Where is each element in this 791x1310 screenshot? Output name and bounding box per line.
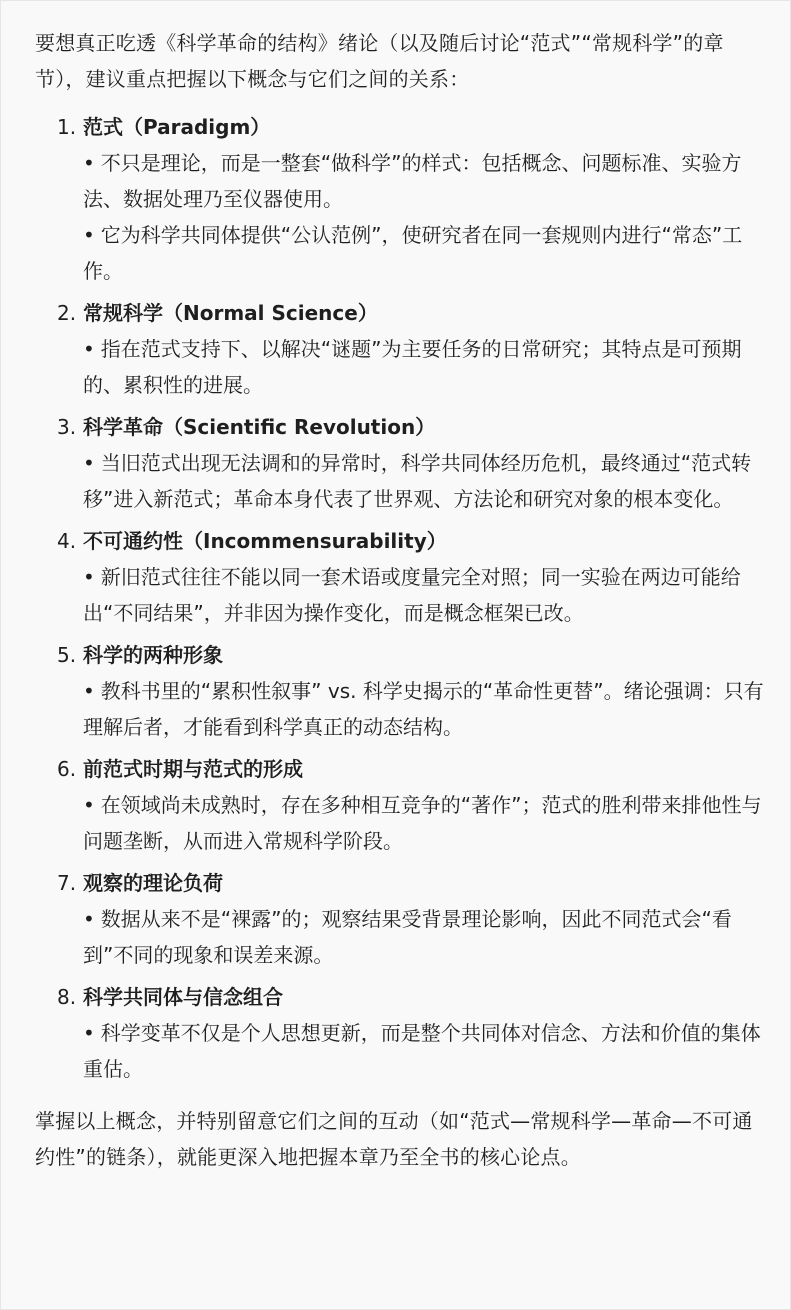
concept-bullet: • 它为科学共同体提供“公认范例”，使研究者在同一套规则内进行“常态”工作。 [83,217,765,289]
list-number: 1. [57,115,77,139]
concept-bullet: • 不只是理论，而是一整套“做科学”的样式：包括概念、问题标准、实验方法、数据处理乃至仪器使用。 [83,145,765,217]
list-item [35,295,765,403]
concept-bullet: • 新旧范式往往不能以同一套术语或度量完全对照；同一实验在两边可能给出“不同结果”，并非因为操作变化，而是概念框架已改。 [83,559,765,631]
concept-bullet: • 指在范式支持下、以解决“谜题”为主要任务的日常研究；其特点是可预期的、累积性的进展。 [83,331,765,403]
concept-title: 常规科学（Normal Science） [83,301,378,325]
concept-title: 观察的理论负荷 [83,871,223,895]
list-item [35,751,765,859]
list-number: 3. [57,415,77,439]
concept-list [35,109,765,1087]
list-number: 4. [57,529,77,553]
concept-title: 不可通约性（Incommensurability） [83,529,447,553]
list-number: 5. [57,643,77,667]
list-item [35,523,765,631]
list-number: 7. [57,871,77,895]
list-item [35,637,765,745]
concept-title: 范式（Paradigm） [83,115,271,139]
concept-title: 前范式时期与范式的形成 [83,757,303,781]
concept-bullet: • 当旧范式出现无法调和的异常时，科学共同体经历危机，最终通过“范式转移”进入新范式；革命本身代表了世界观、方法论和研究对象的根本变化。 [83,445,765,517]
list-number: 2. [57,301,77,325]
list-item [35,109,765,289]
concept-bullet: • 在领域尚未成熟时，存在多种相互竞争的“著作”；范式的胜利带来排他性与问题垄断，从而进入常规科学阶段。 [83,787,765,859]
list-number: 8. [57,985,77,1009]
list-item [35,979,765,1087]
concept-bullet: • 数据从来不是“裸露”的；观察结果受背景理论影响，因此不同范式会“看到”不同的现象和误差来源。 [83,901,765,973]
list-item [35,409,765,517]
summary-paragraph: 掌握以上概念，并特别留意它们之间的互动（如“范式—常规科学—革命—不可通约性”的链条），就能更深入地把握本章乃至全书的核心论点。 [35,1109,753,1169]
message-content [35,19,765,1187]
list-item [35,865,765,973]
intro-paragraph: 要想真正吃透《科学革命的结构》绪论（以及随后讨论“范式”“常规科学”的章节），建议重点把握以下概念与它们之间的关系： [35,31,724,91]
concept-bullet: • 教科书里的“累积性叙事” vs. 科学史揭示的“革命性更替”。绪论强调：只有理解后者，才能看到科学真正的动态结构。 [83,673,765,745]
list-number: 6. [57,757,77,781]
concept-title: 科学共同体与信念组合 [83,985,283,1009]
concept-title: 科学的两种形象 [83,643,223,667]
concept-title: 科学革命（Scientific Revolution） [83,415,436,439]
concept-bullet: • 科学变革不仅是个人思想更新，而是整个共同体对信念、方法和价值的集体重估。 [83,1015,765,1087]
